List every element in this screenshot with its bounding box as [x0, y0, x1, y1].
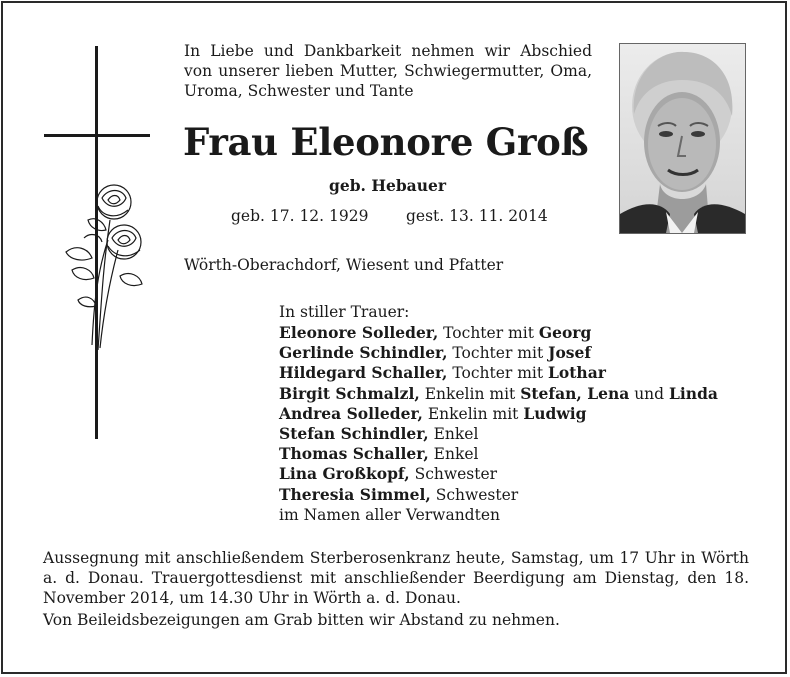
mourner-relative-name: Linda: [669, 383, 718, 403]
mourner-name: Eleonore Solleder,: [279, 323, 439, 342]
mourner-relative-name: Stefan, Lena: [520, 383, 630, 403]
mourners-heading: In stiller Trauer:: [279, 303, 410, 321]
mourner-name: Birgit Schmalzl,: [279, 383, 420, 403]
mourner-row: [279, 464, 718, 484]
mourner-relation: Schwester: [409, 465, 498, 484]
mourner-name: Andrea Solleder,: [279, 403, 423, 423]
mourner-relative-name: Josef: [548, 343, 592, 363]
portrait-photo: [619, 43, 746, 234]
mourner-relation: und: [629, 384, 670, 403]
mourner-relative-name: Ludwig: [523, 403, 587, 423]
mourner-relation: Tochter mit: [438, 324, 539, 342]
mourner-relative-name: Georg: [538, 323, 592, 342]
mourner-row: [279, 505, 718, 525]
mourner-row: [279, 363, 718, 383]
service-notice: Aussegnung mit anschließendem Sterberosenkranz heute, Samstag, um 17 Uhr in Wörth a. d. Donau. Trauergottesdienst mit anschließender Beerdigung am Dienstag, den 18. November 2014, um 14.30 Uhr in Wörth a. d. Donau.: [43, 549, 749, 607]
mourner-row: [279, 384, 718, 404]
places: Wörth-Oberachdorf, Wiesent und Pfatter: [184, 256, 504, 274]
mourner-row: [279, 323, 718, 343]
mourner-row: [279, 424, 718, 444]
mourner-name: Stefan Schindler,: [279, 424, 429, 444]
mourner-relation: im Namen aller Verwandten: [279, 505, 500, 524]
mourner-name: Thomas Schaller,: [279, 444, 429, 464]
birth-name: geb. Hebauer: [329, 176, 447, 195]
mourner-relation: Enkel: [428, 445, 479, 464]
roses-icon: [58, 180, 150, 355]
mourner-name: Theresia Simmel,: [279, 484, 431, 504]
birth-date: geb. 17. 12. 1929: [231, 207, 369, 225]
cross-bar: [44, 134, 150, 137]
mourner-row: [279, 485, 718, 505]
death-date: gest. 13. 11. 2014: [406, 207, 548, 225]
mourner-relation: Enkelin mit: [419, 384, 521, 403]
mourner-relative-name: Lothar: [548, 363, 606, 383]
mourner-relation: Schwester: [430, 485, 519, 504]
mourner-relation: Enkel: [428, 425, 479, 444]
mourners-list: [279, 323, 718, 525]
mourner-row: [279, 444, 718, 464]
mourner-name: Hildegard Schaller,: [279, 363, 448, 383]
condolence-notice: Von Beileidsbezeigungen am Grab bitten wir Abstand zu nehmen.: [43, 611, 560, 629]
mourner-row: [279, 404, 718, 424]
mourner-name: Lina Großkopf,: [279, 464, 410, 484]
mourner-row: [279, 343, 718, 363]
mourner-relation: Enkelin mit: [422, 404, 524, 423]
mourner-relation: Tochter mit: [447, 364, 549, 383]
deceased-name: Frau Eleonore Groß: [183, 120, 589, 164]
mourner-relation: Tochter mit: [447, 344, 549, 363]
intro-text: In Liebe und Dankbarkeit nehmen wir Abschied von unserer lieben Mutter, Schwiegermutter, Oma, Uroma, Schwester und Tante: [184, 42, 592, 100]
mourner-name: Gerlinde Schindler,: [279, 343, 448, 363]
